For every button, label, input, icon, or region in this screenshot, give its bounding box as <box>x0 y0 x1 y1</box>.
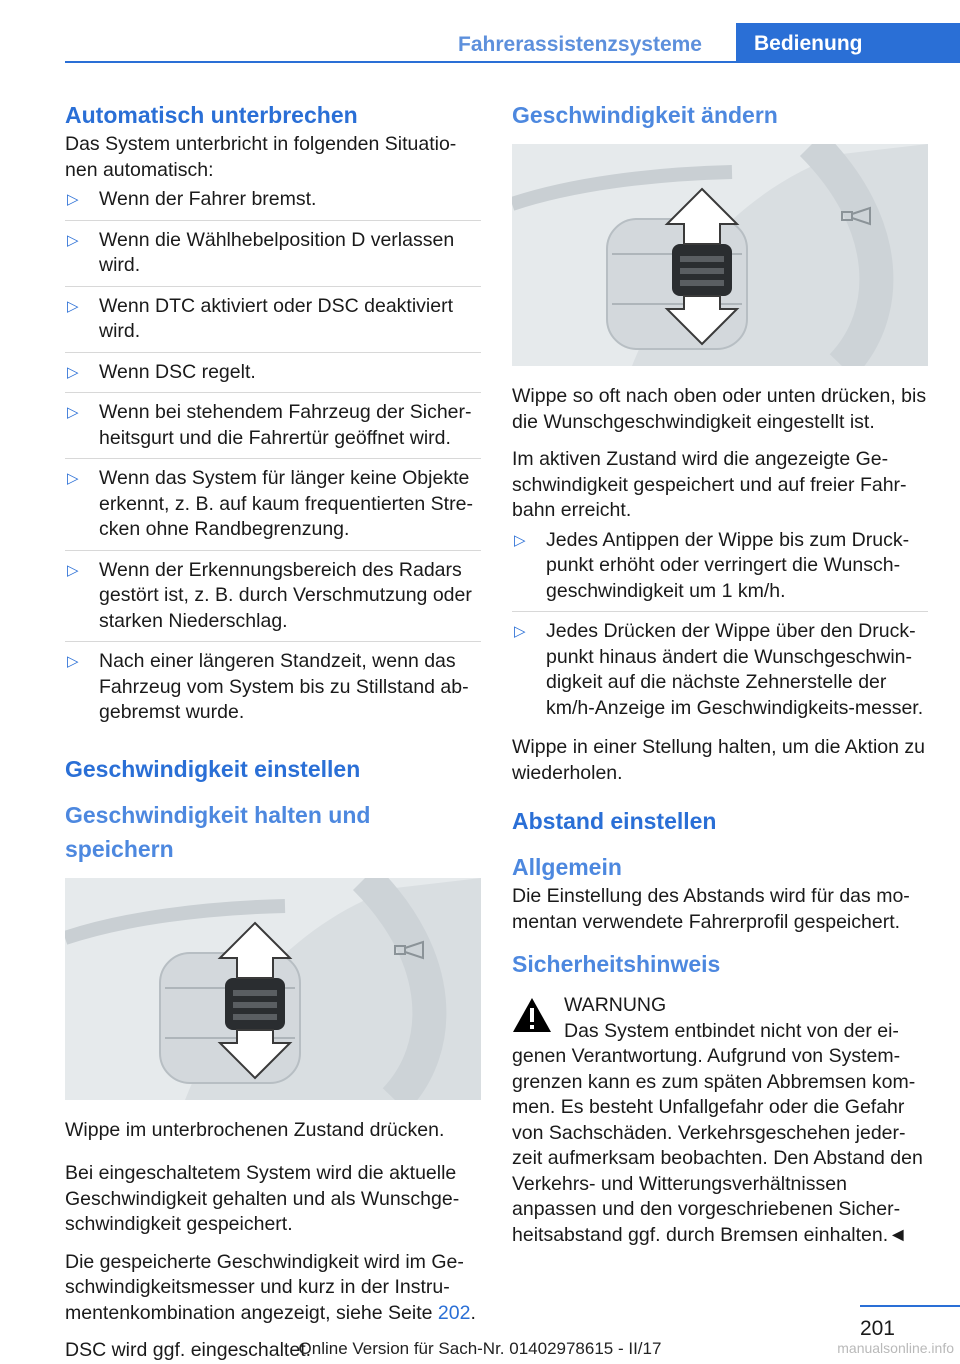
right-column <box>512 98 928 1248</box>
heading-geschwindigkeit-aendern: Geschwindigkeit ändern <box>512 102 778 128</box>
left-column <box>65 98 481 1364</box>
list-item: ▷ Wenn bei stehendem Fahrzeug der Sicher-heitsgurt und die Fahrertür geöffnet wird. <box>65 400 481 459</box>
heading-geschwindigkeit-halten: Geschwindigkeit halten und speichern <box>65 801 371 862</box>
page-reference-link[interactable]: 202 <box>437 1301 471 1324</box>
triangle-bullet-icon: ▷ <box>67 297 79 315</box>
active-system-text: Bei eingeschaltetem System wird die aktuelle Geschwindigkeit gehalten und als Wunschge-schwindigkeit gespeichert. <box>65 1162 460 1235</box>
list-item: ▷ Wenn der Erkennungsbereich des Radars gestört ist, z. B. durch Verschmutzung oder starken Niederschlag. <box>65 558 481 643</box>
press-rocker-text: Wippe im unterbrochenen Zustand drücken. <box>65 1118 445 1141</box>
page-number: 201 <box>859 1317 895 1340</box>
warning-triangle-icon <box>512 997 552 1033</box>
steering-wheel-illustration <box>65 878 481 1100</box>
triangle-bullet-icon: ▷ <box>67 363 79 381</box>
change-list <box>512 528 928 729</box>
list-item: ▷ Wenn die Wählhebelposition D verlassen wird. <box>65 228 481 287</box>
warning-text: Das System entbindet nicht von der ei-genen Verantwortung. Aufgrund von System-grenzen kann es zum späten Abbremsen kom-men. Es besteht Unfallgefahr oder die Gefahr von Sachschäden. Verkehrsgeschehen jeder-zeit aufmerksam beobachten. Den Abstand den Verkehrs- und Witterungsverhältnissen anpassen und den vorgeschriebenen Sicher-heitsabstand ggf. durch Bremsen einhalten.◄ <box>512 1019 923 1246</box>
dsc-text: DSC wird ggf. eingeschaltet. <box>65 1339 312 1361</box>
triangle-bullet-icon: ▷ <box>67 470 79 487</box>
steering-wheel-rocker-figure <box>512 144 928 366</box>
list-item: ▷ Wenn DTC aktiviert oder DSC deaktiviert wird. <box>65 294 481 353</box>
hold-rocker-text: Wippe in einer Stellung halten, um die Aktion zu wiederholen. <box>512 736 925 784</box>
warning-title: WARNUNG <box>564 994 667 1016</box>
auto-intro: Das System unterbricht in folgenden Situatio-nen automatisch: <box>65 133 457 181</box>
watermark: manualsonline.info <box>837 1340 954 1356</box>
triangle-bullet-icon: ▷ <box>67 231 79 249</box>
list-item: ▷ Wenn der Fahrer bremst. <box>65 187 481 221</box>
triangle-bullet-icon: ▷ <box>67 191 79 208</box>
stored-speed-text: Die gespeicherte Geschwindigkeit wird im Ge-schwindigkeitsmesser und kurz in der Instru-mentenkombination angezeigt, siehe Seite 202. <box>65 1250 476 1324</box>
auto-list <box>65 187 481 733</box>
triangle-bullet-icon: ▷ <box>514 531 526 549</box>
general-text: Die Einstellung des Abstands wird für das mo-mentan verwendete Fahrerprofil gespeichert. <box>512 885 910 933</box>
heading-abstand-einstellen: Abstand einstellen <box>512 808 717 834</box>
list-item: ▷ Wenn DSC regelt. <box>65 360 481 394</box>
list-item: ▷ Jedes Antippen der Wippe bis zum Druck-punkt erhöht oder verringert die Wunsch-geschwindigkeit um 1 km/h. <box>512 528 928 613</box>
heading-allgemein: Allgemein <box>512 854 622 880</box>
page-header <box>0 0 960 64</box>
list-item: ▷ Jedes Drücken der Wippe über den Druck-punkt hinaus ändert die Wunschgeschwin-digkeit auf die nächste Zehnerstelle der km/h-Anzeige im Geschwindigkeits-messer. <box>514 620 924 719</box>
header-section-title: Fahrerassistenzsysteme <box>458 33 702 56</box>
heading-sicherheitshinweis: Sicherheitshinweis <box>512 951 721 977</box>
header-rule <box>65 61 960 63</box>
triangle-bullet-icon: ▷ <box>67 404 79 421</box>
list-item: ▷ Wenn das System für länger keine Objekte erkennt, z. B. auf kaum frequentierten Stre-cken ohne Randbegrenzung. <box>65 466 481 551</box>
warning-box <box>512 993 928 1019</box>
list-item: ▷ Nach einer längeren Standzeit, wenn das Fahrzeug vom System bis zu Stillstand ab-gebremst wurde. <box>67 650 469 723</box>
triangle-bullet-icon: ▷ <box>67 653 79 670</box>
header-tab-bedienung: Bedienung <box>736 23 960 63</box>
steering-wheel-illustration <box>512 144 928 366</box>
footer-rule <box>860 1305 960 1307</box>
heading-automatisch-unterbrechen: Automatisch unterbrechen <box>65 102 358 128</box>
triangle-bullet-icon: ▷ <box>514 623 526 640</box>
active-state-text: Im aktiven Zustand wird die angezeigte Ge-schwindigkeit gespeichert und auf freier Fahr-bahn erreicht. <box>512 448 907 521</box>
heading-geschwindigkeit-einstellen: Geschwindigkeit einstellen <box>65 755 361 782</box>
rocker-press-text: Wippe so oft nach oben oder unten drücken, bis die Wunschgeschwindigkeit eingestellt ist. <box>512 385 927 433</box>
triangle-bullet-icon: ▷ <box>67 561 79 579</box>
online-version-footer: Online Version für Sach-Nr. 01402978615 - II/17 <box>298 1339 662 1358</box>
steering-wheel-rocker-figure <box>65 878 481 1100</box>
